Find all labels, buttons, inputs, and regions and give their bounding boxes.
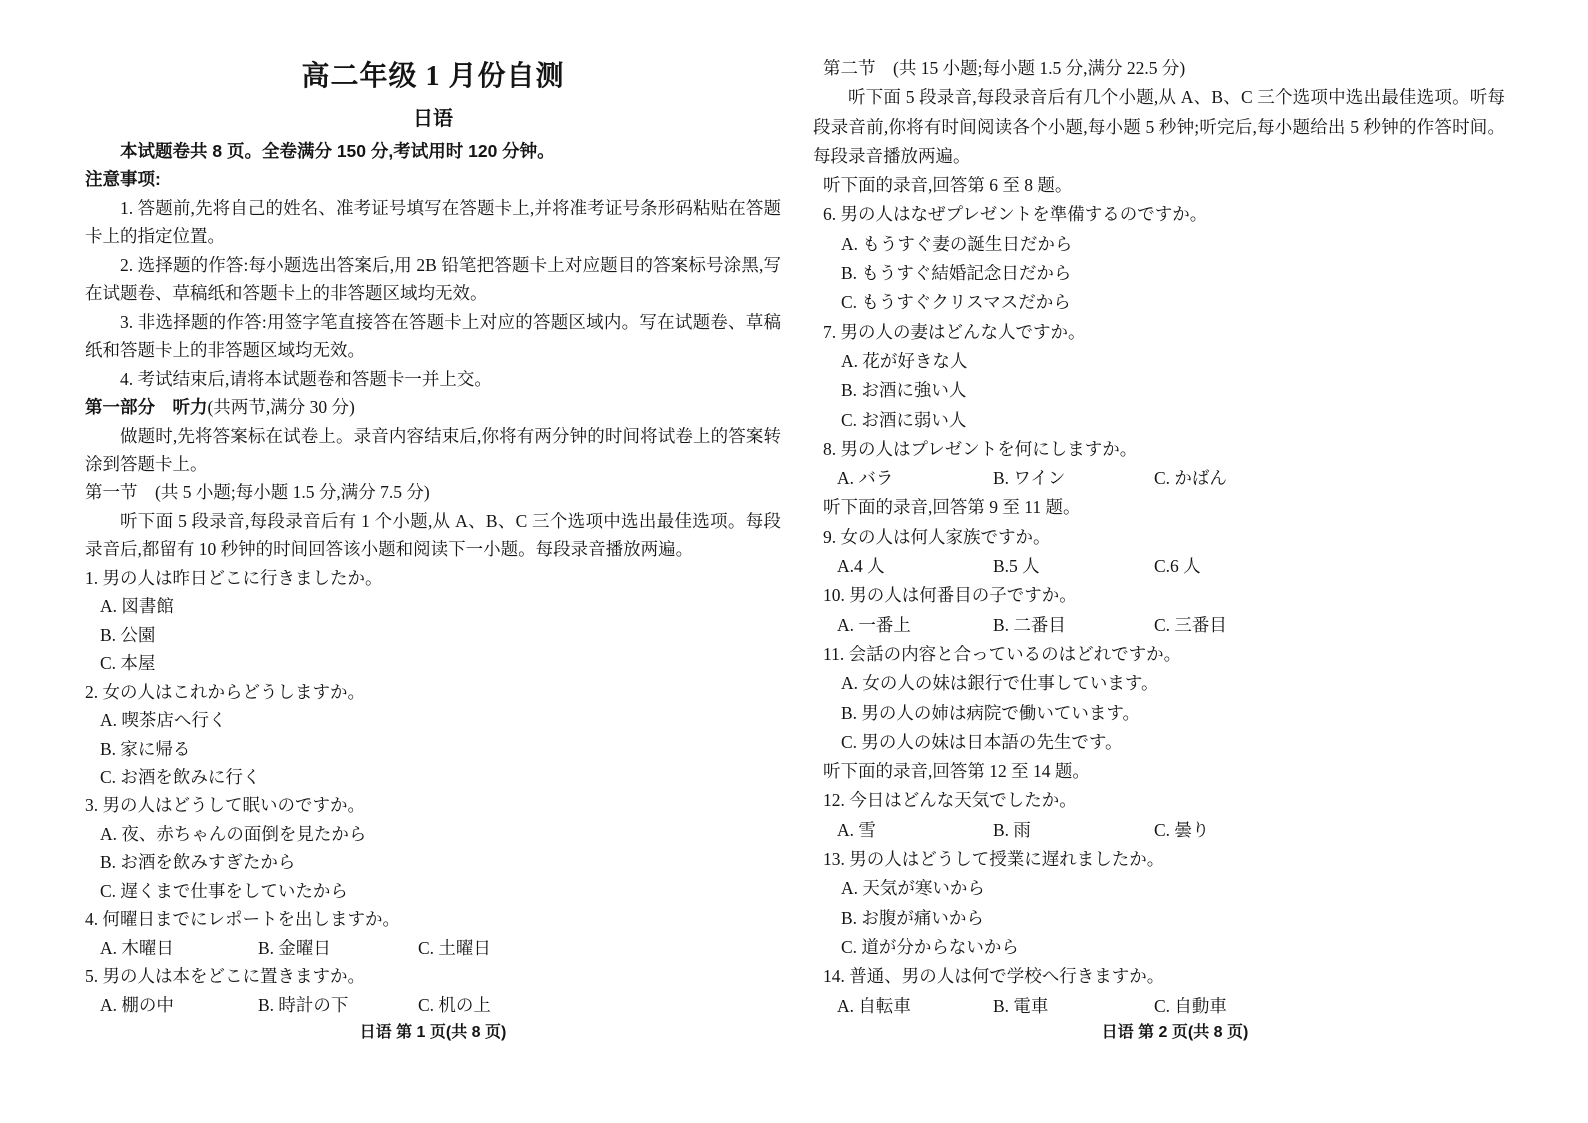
notice-item-3: 3. 非选择题的作答:用签字笔直接答在答题卡上对应的答题区域内。写在试题卷、草稿纸和答题卡上的非答题区域均无效。	[85, 311, 781, 361]
subject-title: 日语	[413, 108, 453, 130]
page-1-footer: 日语 第 1 页(共 8 页)	[359, 1024, 507, 1041]
question-stem: 4. 何曜日までにレポートを出しますか。	[85, 909, 400, 930]
question-stem: 7. 男の人の妻はどんな人ですか。	[823, 321, 1086, 342]
option-row	[813, 552, 1505, 581]
option-a: A. 図書館	[100, 596, 174, 617]
option-c: C. 机の上	[418, 994, 491, 1015]
question-4	[85, 905, 781, 962]
notice-item-2: 2. 选择题的作答:每小题选出答案后,用 2B 铅笔把答题卡上对应题目的答案标号涂黑,写在试题卷、草稿纸和答题卡上的非答题区域均无效。	[85, 254, 781, 304]
part1-heading-rest: (共两节,满分 30 分)	[207, 397, 355, 418]
option-row	[813, 816, 1505, 845]
option-b: B. 二番目	[993, 614, 1066, 635]
question-stem: 12. 今日はどんな天気でしたか。	[823, 790, 1077, 811]
option-b: B. 雨	[993, 819, 1031, 840]
option-a: A. 棚の中	[100, 994, 174, 1015]
exam-info: 本试题卷共 8 页。全卷满分 150 分,考试用时 120 分钟。	[120, 141, 555, 161]
option-b: B. 金曜日	[258, 937, 331, 958]
option-row	[813, 992, 1505, 1021]
option-c: C. 曇り	[1154, 819, 1210, 840]
direction-q9-11: 听下面的录音,回答第 9 至 11 题。	[823, 497, 1081, 518]
option-a: A. 一番上	[837, 614, 911, 635]
option-c: C. もうすぐクリスマスだから	[841, 292, 1071, 313]
option-c: C. 遅くまで仕事をしていたから	[100, 880, 348, 901]
option-a: A. 花が好きな人	[841, 350, 968, 371]
option-c: C. 自動車	[1154, 995, 1227, 1016]
exam-page-2	[813, 0, 1505, 1123]
option-c: C.6 人	[1154, 556, 1201, 577]
question-stem: 10. 男の人は何番目の子ですか。	[823, 585, 1077, 606]
question-8	[813, 435, 1505, 494]
option-b: B. お腹が痛いから	[841, 907, 984, 928]
question-7	[813, 318, 1505, 435]
option-b: B. もうすぐ結婚記念日だから	[841, 263, 1072, 284]
option-b: B. 家に帰る	[100, 738, 191, 759]
option-a: A.4 人	[837, 556, 885, 577]
question-stem: 8. 男の人はプレゼントを何にしますか。	[823, 438, 1138, 459]
option-b: B. お酒を飲みすぎたから	[100, 852, 296, 873]
option-a: A. 自転車	[837, 995, 911, 1016]
option-c: C. 道が分からないから	[841, 936, 1019, 957]
question-9	[813, 523, 1505, 582]
option-b: B.5 人	[993, 556, 1040, 577]
option-b: B. 公園	[100, 624, 156, 645]
direction-q12-14: 听下面的录音,回答第 12 至 14 题。	[823, 761, 1090, 782]
option-a: A. 雪	[837, 819, 876, 840]
question-1	[85, 564, 781, 678]
option-row	[813, 464, 1505, 493]
option-b: B. ワイン	[993, 468, 1066, 489]
option-b: B. 時計の下	[258, 994, 349, 1015]
option-c: C. 本屋	[100, 653, 156, 674]
question-10	[813, 581, 1505, 640]
option-a: A. 喫茶店へ行く	[100, 710, 227, 731]
exam-page-1	[85, 0, 781, 1123]
section1-intro: 听下面 5 段录音,每段录音后有 1 个小题,从 A、B、C 三个选项中选出最佳选项。每段录音后,都留有 10 秒钟的时间回答该小题和阅读下一小题。每段录音播放两遍。	[85, 510, 781, 560]
question-stem: 5. 男の人は本をどこに置きますか。	[85, 966, 365, 987]
option-a: A. もうすぐ妻の誕生日だから	[841, 233, 1073, 254]
question-stem: 14. 普通、男の人は何で学校へ行きますか。	[823, 966, 1165, 987]
option-row	[813, 611, 1505, 640]
question-5	[85, 962, 781, 1019]
page-title: 高二年级 1 月份自测	[301, 61, 565, 92]
section1-heading: 第一节 (共 5 小题;每小题 1.5 分,满分 7.5 分)	[85, 482, 430, 503]
option-c: C. 男の人の妹は日本語の先生です。	[841, 731, 1123, 752]
question-stem: 2. 女の人はこれからどうしますか。	[85, 681, 365, 702]
option-b: B. 電車	[993, 995, 1049, 1016]
notices-heading: 注意事项:	[85, 169, 161, 190]
part1-heading	[85, 393, 781, 421]
option-c: C. お酒を飲みに行く	[100, 766, 261, 787]
option-c: C. 土曜日	[418, 937, 491, 958]
page-2-footer: 日语 第 2 页(共 8 页)	[1101, 1024, 1249, 1041]
option-b: B. お酒に強い人	[841, 380, 967, 401]
question-6	[813, 200, 1505, 317]
question-stem: 11. 会話の内容と合っているのはどれですか。	[823, 643, 1182, 664]
question-3	[85, 791, 781, 905]
option-row	[85, 934, 781, 962]
question-stem: 1. 男の人は昨日どこに行きましたか。	[85, 567, 383, 588]
question-12	[813, 786, 1505, 845]
notice-item-4: 4. 考试结束后,请将本试题卷和答题卡一并上交。	[120, 368, 492, 389]
question-13	[813, 845, 1505, 962]
question-14	[813, 962, 1505, 1021]
option-a: A. 女の人の妹は銀行で仕事しています。	[841, 673, 1159, 694]
part1-heading-bold: 第一部分 听力	[85, 397, 208, 418]
question-11	[813, 640, 1505, 757]
option-a: A. バラ	[837, 468, 894, 489]
direction-q6-8: 听下面的录音,回答第 6 至 8 题。	[823, 175, 1073, 196]
option-c: C. かばん	[1154, 468, 1227, 489]
question-stem: 6. 男の人はなぜプレゼントを準備するのですか。	[823, 204, 1208, 225]
option-c: C. 三番目	[1154, 614, 1227, 635]
section2-intro: 听下面 5 段录音,每段录音后有几个小题,从 A、B、C 三个选项中选出最佳选项。听每段录音前,你将有时间阅读各个小题,每小题 5 秒钟;听完后,每小题给出 5 秒钟的作答时间。每段录音播放两遍。	[813, 87, 1505, 166]
option-a: A. 天気が寒いから	[841, 878, 985, 899]
question-stem: 3. 男の人はどうして眠いのですか。	[85, 795, 365, 816]
question-stem: 9. 女の人は何人家族ですか。	[823, 526, 1051, 547]
option-c: C. お酒に弱い人	[841, 409, 967, 430]
question-2	[85, 678, 781, 792]
option-row	[85, 991, 781, 1019]
option-a: A. 木曜日	[100, 937, 174, 958]
question-stem: 13. 男の人はどうして授業に遅れましたか。	[823, 849, 1165, 870]
notice-item-1: 1. 答题前,先将自己的姓名、准考证号填写在答题卡上,并将准考证号条形码粘贴在答题卡上的指定位置。	[85, 197, 781, 247]
part1-intro: 做题时,先将答案标在试卷上。录音内容结束后,你将有两分钟的时间将试卷上的答案转涂到答题卡上。	[85, 425, 781, 474]
section2-heading: 第二节 (共 15 小题;每小题 1.5 分,满分 22.5 分)	[823, 58, 1186, 78]
option-b: B. 男の人の姉は病院で働いています。	[841, 702, 1141, 723]
option-a: A. 夜、赤ちゃんの面倒を見たから	[100, 823, 367, 844]
